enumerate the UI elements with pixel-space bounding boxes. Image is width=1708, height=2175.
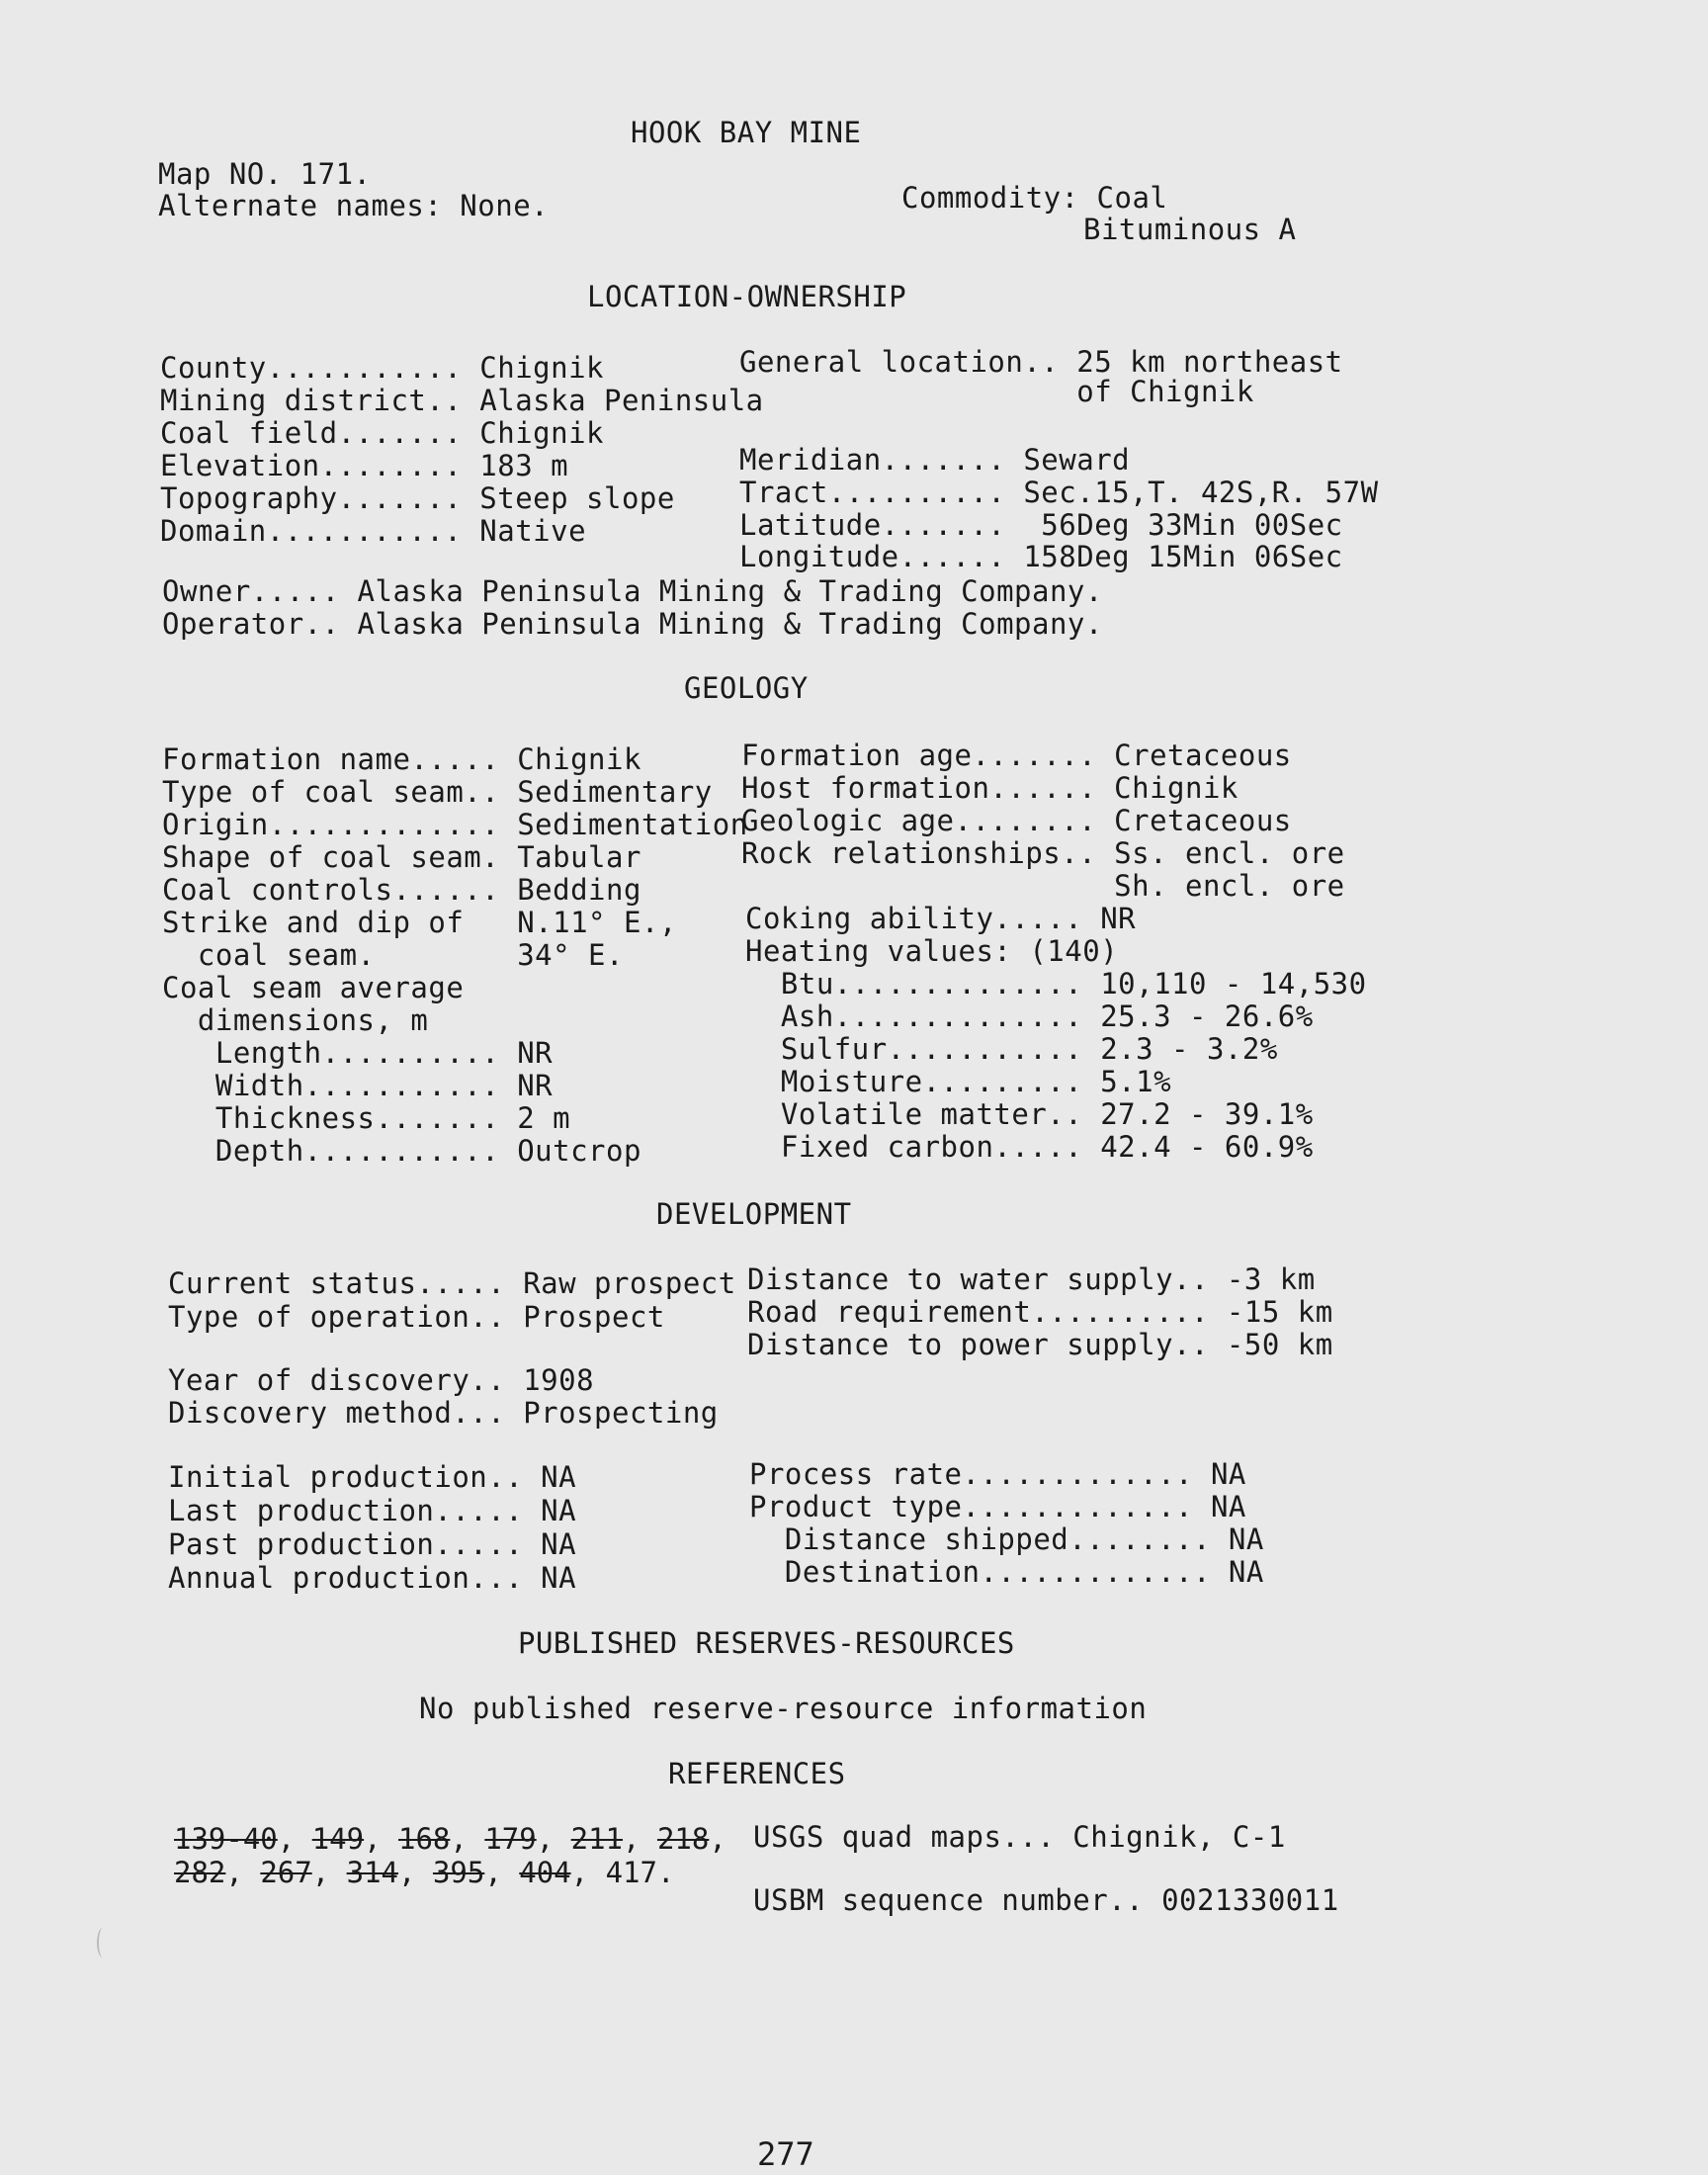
struck-reference: 211: [570, 1822, 624, 1856]
geology-field: Strike and dip of N.11° E.,: [162, 906, 677, 939]
struck-reference: 282: [174, 1856, 226, 1889]
section-development-heading: DEVELOPMENT: [656, 1197, 852, 1231]
geology-field: Coking ability..... NR: [745, 902, 1137, 935]
struck-reference: 139-40: [174, 1822, 278, 1856]
geology-field: Length.......... NR: [162, 1036, 554, 1070]
heating-value: Volatile matter.. 27.2 - 39.1%: [745, 1097, 1314, 1131]
development-field: Year of discovery.. 1908: [168, 1363, 595, 1397]
development-field: Distance to water supply.. -3 km: [747, 1262, 1316, 1296]
location-field: Longitude...... 158Deg 15Min 06Sec: [739, 540, 1343, 573]
geology-field: Origin............. Sedimentation: [162, 808, 748, 841]
struck-reference: 267: [260, 1856, 312, 1889]
location-field: Meridian....... Seward: [739, 443, 1131, 477]
map-number: Map NO. 171.: [158, 157, 372, 191]
heating-value: Btu.............. 10,110 - 14,530: [745, 967, 1367, 1000]
heating-value: Ash.............. 25.3 - 26.6%: [745, 1000, 1314, 1033]
struck-reference: 404: [519, 1856, 571, 1889]
geology-field: Thickness....... 2 m: [162, 1101, 571, 1135]
struck-reference: 395: [432, 1856, 485, 1889]
reserves-text: No published reserve-resource information: [419, 1692, 1148, 1725]
location-field: of Chignik: [739, 375, 1254, 408]
production-field: Annual production... NA: [168, 1561, 577, 1595]
geology-field: coal seam. 34° E.: [162, 938, 624, 972]
production-field: Last production..... NA: [168, 1494, 577, 1527]
struck-reference: 179: [484, 1822, 537, 1856]
owner: Owner..... Alaska Peninsula Mining & Trading Company.: [162, 574, 1103, 608]
usgs-quad-maps: USGS quad maps... Chignik, C-1: [753, 1820, 1286, 1854]
location-field: Tract.......... Sec.15,T. 42S,R. 57W: [739, 476, 1379, 509]
struck-reference: 314: [346, 1856, 399, 1889]
development-field: Discovery method... Prospecting: [168, 1396, 719, 1430]
location-field: County........... Chignik: [160, 351, 604, 385]
struck-reference: 218: [656, 1822, 710, 1856]
geology-field: Shape of coal seam. Tabular: [162, 840, 641, 874]
final-reference: 417.: [605, 1856, 675, 1889]
production-field: Past production..... NA: [168, 1527, 577, 1561]
heating-value: Fixed carbon..... 42.4 - 60.9%: [745, 1130, 1314, 1164]
commodity-rank: Bituminous A: [1083, 213, 1297, 246]
geology-field: Coal controls...... Bedding: [162, 873, 641, 907]
reference-list-line-1: 139-40, 149, 168, 179, 211, 218,: [174, 1822, 726, 1856]
geology-field: Coal seam average: [162, 971, 465, 1004]
geology-field: Rock relationships.. Ss. encl. ore: [741, 836, 1345, 870]
section-location-heading: LOCATION-OWNERSHIP: [587, 280, 907, 313]
commodity: Commodity: Coal: [901, 181, 1168, 215]
geology-field: Depth........... Outcrop: [162, 1134, 641, 1168]
scan-mark: [97, 1928, 109, 1958]
geology-field: Sh. encl. ore: [741, 869, 1345, 903]
section-geology-heading: GEOLOGY: [684, 671, 809, 705]
production-field: Initial production.. NA: [168, 1460, 577, 1494]
geology-field: Heating values: (140): [745, 934, 1119, 968]
location-field: Domain........... Native: [160, 514, 587, 548]
struck-reference: 168: [398, 1822, 451, 1856]
production-field: Distance shipped........ NA: [749, 1522, 1264, 1556]
geology-field: Formation name..... Chignik: [162, 742, 641, 776]
development-field: Road requirement.......... -15 km: [747, 1295, 1333, 1329]
reference-list-line-2: 282, 267, 314, 395, 404, 417.: [174, 1856, 675, 1889]
location-field: General location.. 25 km northeast: [739, 345, 1343, 379]
location-field: Latitude....... 56Deg 33Min 00Sec: [739, 508, 1343, 542]
operator: Operator.. Alaska Peninsula Mining & Trading Company.: [162, 607, 1103, 641]
development-field: Current status..... Raw prospect: [168, 1266, 736, 1300]
page-title: HOOK BAY MINE: [631, 116, 862, 149]
production-field: Product type............. NA: [749, 1490, 1246, 1523]
usbm-sequence-number: USBM sequence number.. 0021330011: [753, 1883, 1339, 1917]
heating-value: Sulfur........... 2.3 - 3.2%: [745, 1032, 1278, 1066]
location-field: Mining district.. Alaska Peninsula: [160, 384, 764, 417]
geology-field: Type of coal seam.. Sedimentary: [162, 775, 713, 809]
geology-field: Host formation...... Chignik: [741, 771, 1238, 805]
geology-field: Formation age....... Cretaceous: [741, 739, 1292, 772]
location-field: Elevation........ 183 m: [160, 449, 569, 482]
geology-field: Geologic age........ Cretaceous: [741, 804, 1292, 837]
production-field: Process rate............. NA: [749, 1457, 1246, 1491]
section-reserves-heading: PUBLISHED RESERVES-RESOURCES: [518, 1626, 1015, 1660]
heating-value: Moisture......... 5.1%: [745, 1065, 1172, 1098]
development-field: Distance to power supply.. -50 km: [747, 1328, 1333, 1361]
alternate-names: Alternate names: None.: [158, 189, 550, 222]
development-field: Type of operation.. Prospect: [168, 1300, 665, 1334]
location-field: Topography....... Steep slope: [160, 481, 675, 515]
geology-field: dimensions, m: [162, 1003, 429, 1037]
section-references-heading: REFERENCES: [668, 1757, 846, 1790]
production-field: Destination............. NA: [749, 1555, 1264, 1589]
location-field: Coal field....... Chignik: [160, 416, 604, 450]
geology-field: Width........... NR: [162, 1069, 554, 1102]
page-number: 277: [757, 2135, 814, 2173]
struck-reference: 149: [311, 1822, 365, 1856]
